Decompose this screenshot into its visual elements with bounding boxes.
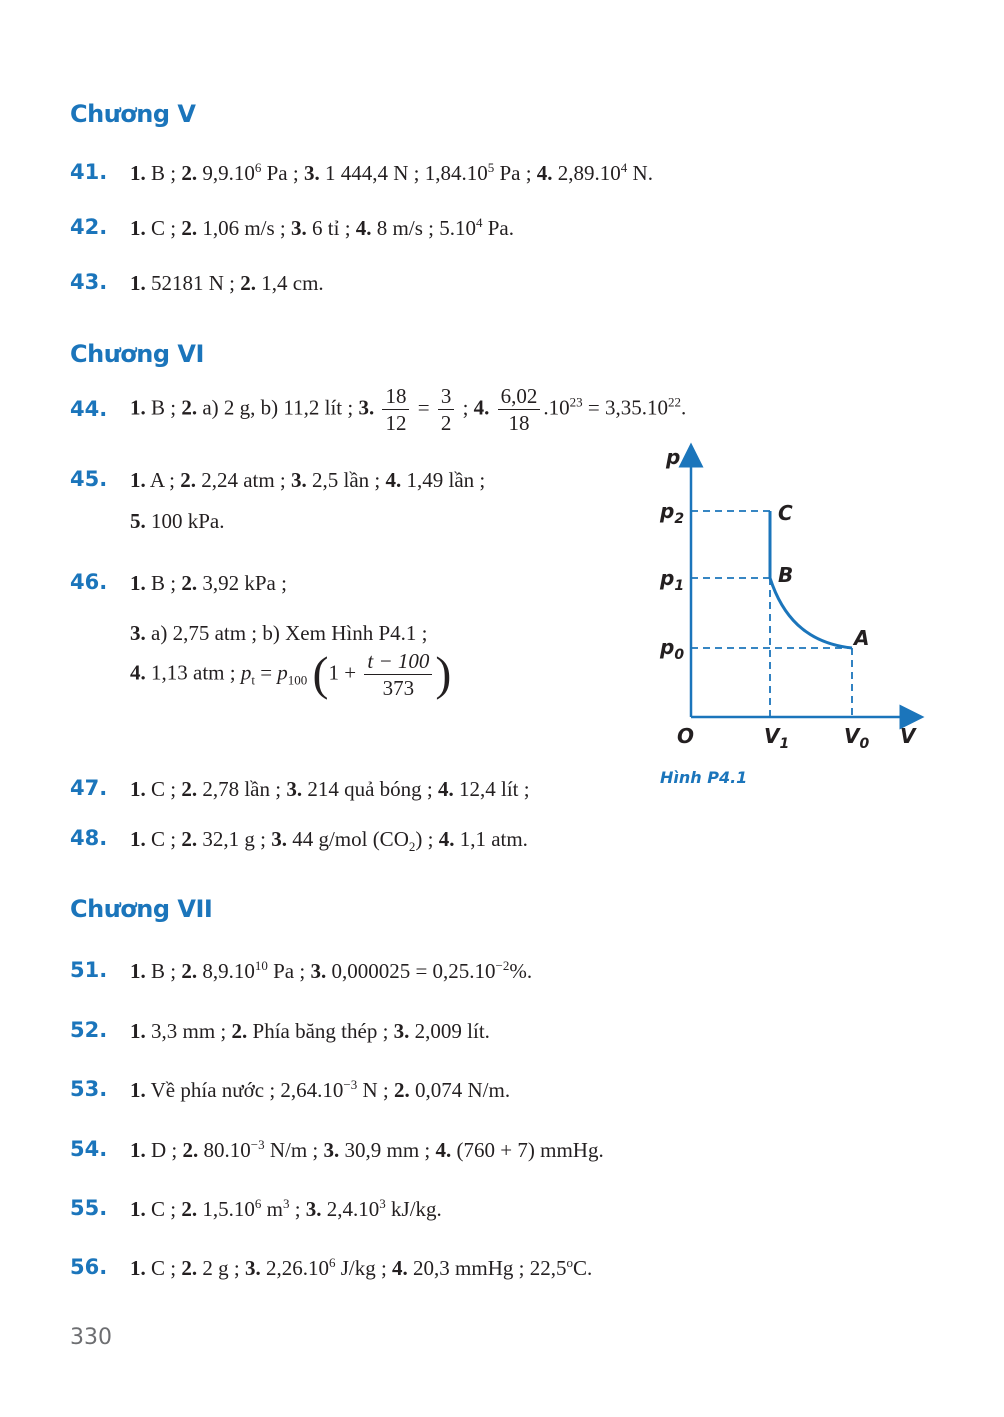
question-number-53: 53. [70, 1077, 108, 1101]
label-p2: $p_2$ [660, 499, 685, 527]
answer-46-line-3: 4. 1,13 atm ; $p_t = p_{100}$ (1 + $\frac{t - 100}{373}$ ) [130, 647, 452, 701]
page-number: 330 [70, 1325, 112, 1350]
question-number-54: 54. [70, 1137, 108, 1161]
question-number-56: 56. [70, 1255, 108, 1279]
process-ab [770, 578, 852, 648]
figure-caption: Hình P4.1 [660, 768, 748, 787]
chapter-title-7: Chương VII [70, 895, 213, 923]
question-number-48: 48. [70, 826, 108, 850]
question-number-43: 43. [70, 270, 108, 294]
question-number-44: 44. [70, 397, 108, 421]
answer-44: 1. B ; 2. a) 2 g, b) 11,2 lít ; 3. $\frac{18}{12}$ = $\frac{3}{2}$ ; 4. $\frac{6,02}{18}$ $.10^{23} = 3,35.10^{22}$. [130, 384, 687, 435]
answer-52: 1. 3,3 mm ; 2. Phía băng thép ; 3. 2,009 lít. [130, 1019, 490, 1043]
answer-47: 1. C ; 2. 2,78 lần ; 3. 214 quả bóng ; 4. 12,4 lít ; [130, 777, 530, 801]
answer-46-line-1: 1. B ; 2. 3,92 kPa ; [130, 571, 287, 595]
answer-56: 1. C ; 2. 2 g ; 3. 2,26.10$^6$ J/kg ; 4. 20,3 mmHg ; 22,5$^o$C. [130, 1255, 593, 1280]
question-number-47: 47. [70, 776, 108, 800]
answer-45-line-1: 1. A ; 2. 2,24 atm ; 3. 2,5 lần ; 4. 1,49 lần ; [130, 468, 486, 492]
question-number-41: 41. [70, 160, 108, 184]
answer-51: 1. B ; 2. 8,9.10$^{10}$ Pa ; 3. $0,000025 = 0,25.10^{-2}\%$. [130, 958, 533, 983]
fraction-6-02-18: $\frac{6,02}{18}$ [498, 383, 541, 436]
pv-diagram [650, 440, 930, 800]
label-p1: $p_1$ [660, 566, 685, 594]
question-number-51: 51. [70, 958, 108, 982]
answer-46-line-2: 3. a) 2,75 atm ; b) Xem Hình P4.1 ; [130, 621, 428, 645]
question-number-42: 42. [70, 215, 108, 239]
answer-42: 1. C ; 2. 1,06 m/s ; 3. 6 tỉ ; 4. 8 m/s ; 5.10$^4$ Pa. [130, 215, 514, 240]
label-v0: $V_0$ [844, 724, 870, 752]
fraction-t-100-373: $\frac{t - 100}{373}$ [364, 648, 432, 701]
question-number-45: 45. [70, 467, 108, 491]
question-number-55: 55. [70, 1196, 108, 1220]
fraction-18-12: $\frac{18}{12}$ [382, 383, 409, 436]
answer-53: 1. Về phía nước ; $2,64.10^{-3}$ N ; 2. 0,074 N/m. [130, 1077, 511, 1102]
question-number-52: 52. [70, 1018, 108, 1042]
point-c-label: C [778, 501, 793, 525]
label-p0: $p_0$ [660, 635, 685, 663]
answer-45-line-2: 5. 100 kPa. [130, 509, 225, 533]
answer-55: 1. C ; 2. 1,5.10$^6$ $m^3$ ; 3. 2,4.10$^3$ kJ/kg. [130, 1196, 442, 1221]
label-v1: $V_1$ [764, 724, 790, 752]
fraction-3-2: $\frac{3}{2}$ [438, 383, 455, 436]
point-b-label: B [778, 563, 794, 587]
answer-54: 1. D ; 2. $80.10^{-3}$ N/m ; 3. 30,9 mm ; 4. (760 + 7) mmHg. [130, 1137, 604, 1162]
figure-p4-1 [650, 440, 930, 800]
chapter-title-5: Chương V [70, 100, 196, 128]
origin-label: O [677, 724, 695, 748]
answer-43: 1. 52181 N ; 2. 1,4 cm. [130, 271, 324, 295]
point-a-label: A [854, 626, 870, 650]
answer-41: 1. B ; 2. 9,9.10$^6$ Pa ; 3. 1 444,4 N ; 1,84.10$^5$ Pa ; 4. 2,89.10$^4$ N. [130, 160, 653, 185]
question-number-46: 46. [70, 570, 108, 594]
chapter-title-6: Chương VI [70, 340, 204, 368]
answer-48: 1. C ; 2. 32,1 g ; 3. 44 g/mol $(CO_2)$ ; 4. 1,1 atm. [130, 827, 528, 855]
y-axis-label: p [666, 445, 681, 469]
x-axis-label: V [900, 724, 916, 748]
